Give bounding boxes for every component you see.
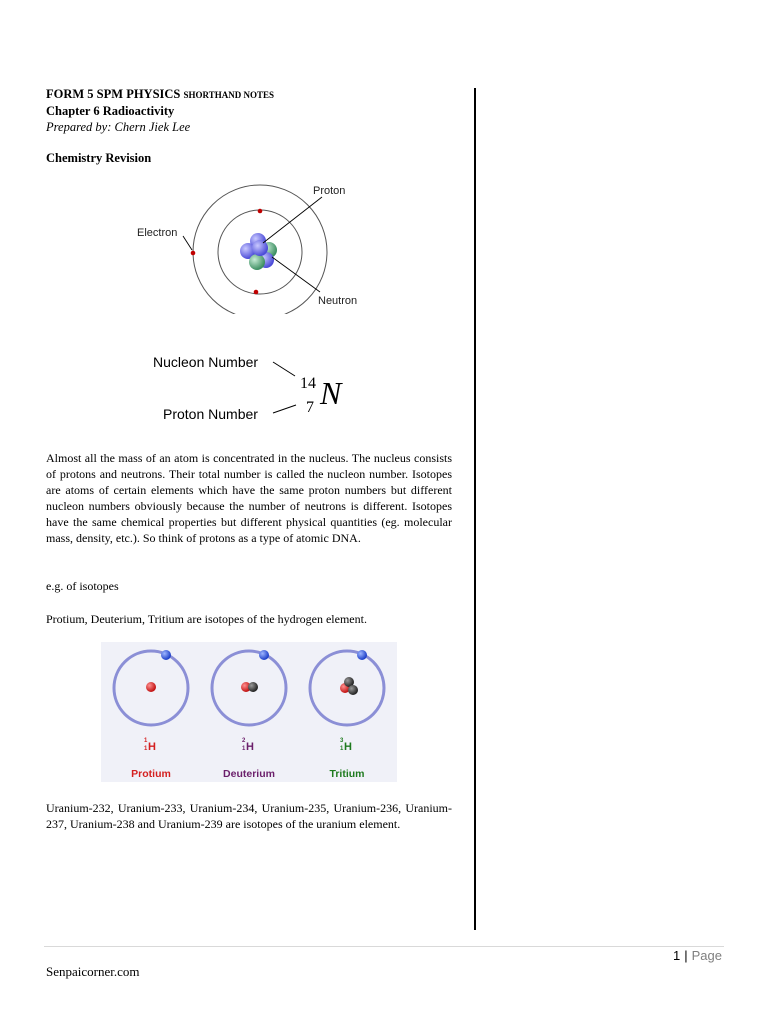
section-title: Chemistry Revision bbox=[46, 151, 152, 165]
paragraph-hydrogen-isotopes: Protium, Deuterium, Tritium are isotopes of the hydrogen element. bbox=[46, 612, 367, 626]
isotope-mass-number: 3 bbox=[340, 738, 344, 744]
chapter-title: Chapter 6 Radioactivity bbox=[46, 104, 175, 118]
atomic-number: 7 bbox=[306, 399, 314, 416]
proton-label: Proton bbox=[313, 185, 346, 197]
nucleon-number-label: Nucleon Number bbox=[153, 354, 259, 370]
page-separator: | bbox=[684, 948, 688, 963]
page-label: Page bbox=[691, 948, 722, 963]
isotope-atomic-number: 1 bbox=[144, 746, 148, 752]
isotope-name: Protium bbox=[131, 768, 171, 780]
paragraph-isotopes-example: e.g. of isotopes bbox=[46, 579, 119, 593]
isotope-atomic-number: 1 bbox=[242, 746, 246, 752]
paragraph-uranium-isotopes: Uranium-232, Uranium-233, Uranium-234, Uranium-235, Uranium-236, Uranium-237, Uranium-238 and Uranium-239 are isotopes of the uranium element. bbox=[46, 801, 452, 831]
neutron-pointer bbox=[272, 257, 320, 292]
prepared-by: Prepared by: Chern Jiek Lee bbox=[46, 120, 191, 134]
neutron-label: Neutron bbox=[318, 295, 358, 307]
isotope-name: Tritium bbox=[329, 768, 365, 780]
hydrogen-isotopes-figure bbox=[101, 642, 397, 782]
electron-dot bbox=[254, 290, 259, 295]
page-number-value: 1 bbox=[673, 948, 681, 963]
nucleon-pointer bbox=[273, 362, 295, 376]
electron-pointer bbox=[183, 236, 192, 250]
isotope-atomic-number: 1 bbox=[340, 746, 344, 752]
header-title bbox=[46, 86, 466, 103]
electron-dot bbox=[191, 251, 196, 256]
atom-diagram bbox=[132, 178, 372, 314]
column-divider bbox=[474, 88, 476, 930]
page-number bbox=[600, 948, 722, 963]
proton-number-label: Proton Number bbox=[163, 406, 258, 422]
proton-pointer bbox=[263, 197, 322, 243]
document-header bbox=[46, 86, 466, 135]
electron-dot bbox=[258, 209, 263, 214]
protium-atom bbox=[114, 650, 188, 725]
footer-site: Senpaicorner.com bbox=[46, 964, 140, 979]
nuclide-notation-figure bbox=[150, 346, 370, 426]
paragraph-nucleus: Almost all the mass of an atom is concentrated in the nucleus. The nucleus consists of protons and neutrons. Their total number is called the nucleon number. Isotopes are atoms of certain elements which have the same proton numbers but different nucleon numbers obviously because the number of neutrons is different. Isotopes have the same chemical properties but different physical quantities (eg. molecular mass, density, etc.). So think of protons as a type of atomic DNA. bbox=[46, 451, 452, 545]
isotope-name: Deuterium bbox=[223, 768, 275, 780]
isotope-symbol: H bbox=[344, 741, 352, 753]
tritium-atom bbox=[310, 650, 384, 725]
proton-number-pointer bbox=[273, 405, 296, 413]
nucleus bbox=[240, 233, 277, 270]
isotope-symbol: H bbox=[148, 741, 156, 753]
electron-label: Electron bbox=[137, 227, 178, 239]
footer-divider bbox=[44, 946, 724, 947]
isotope-mass-number: 2 bbox=[242, 738, 246, 744]
isotope-symbol: H bbox=[246, 741, 254, 753]
title-small: SHORTHAND NOTES bbox=[183, 90, 274, 100]
mass-number: 14 bbox=[300, 375, 316, 392]
element-symbol: N bbox=[320, 375, 342, 411]
deuterium-atom bbox=[212, 650, 286, 725]
isotope-mass-number: 1 bbox=[144, 738, 148, 744]
title-main: FORM 5 SPM PHYSICS bbox=[46, 87, 181, 101]
